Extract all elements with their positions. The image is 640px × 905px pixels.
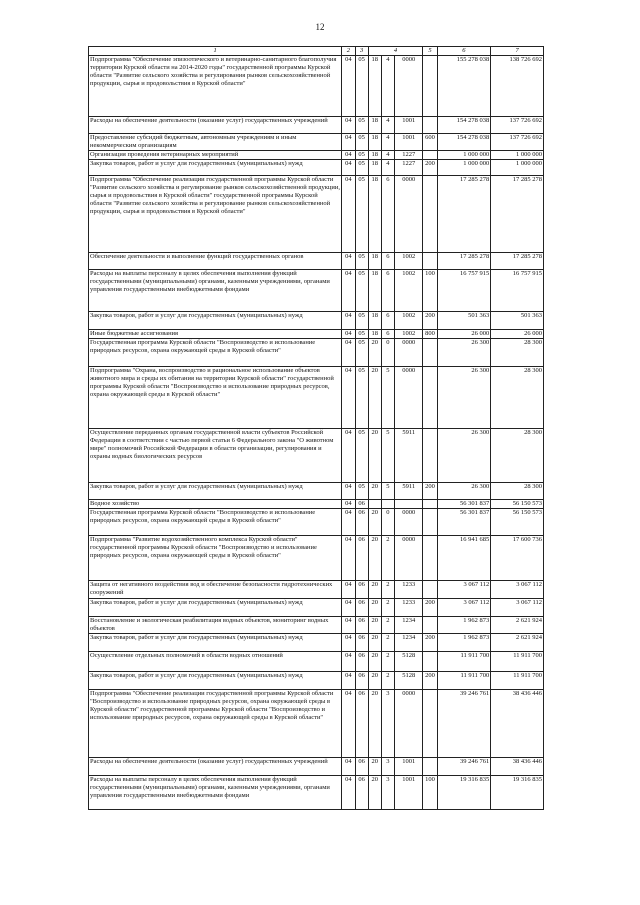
section-code: 04 [342,690,355,758]
subsection-code: 06 [355,758,368,776]
table-row [89,509,544,536]
direction-code: 0000 [395,339,423,367]
amount-year-1: 11 911 700 [437,652,491,672]
table-row [89,483,544,500]
amount-year-2: 137 726 692 [491,117,544,134]
section-code: 04 [342,581,355,599]
section-code: 04 [342,672,355,690]
subsection-code: 06 [355,599,368,617]
amount-year-1: 16 941 685 [437,536,491,581]
subprogram-code: 0 [381,509,394,536]
row-name: Осуществление переданных органам государственной власти субъектов Российской Федерации в соответствии с частью первой статьи 6 Федерального закона "О животном мире" полномочий Российской Федерации в области организации, регулирования и охраны водных биологических ресурсов [89,429,342,483]
row-name: Обеспечение деятельности и выполнение функций государственных органов [89,253,342,270]
subsection-code: 06 [355,581,368,599]
program-code: 20 [368,509,381,536]
expense-type-code [423,581,437,599]
subprogram-code: 6 [381,330,394,339]
direction-code: 1234 [395,617,423,634]
amount-year-2: 1 000 000 [491,160,544,176]
row-name: Подпрограмма "Развитие водохозяйственного комплекса Курской области" государственной программы Курской области "Воспроизводство и использование природных ресурсов, охрана окружающей среды в Курской области" [89,536,342,581]
amount-year-1: 3 067 112 [437,599,491,617]
program-code: 20 [368,339,381,367]
row-name: Закупка товаров, работ и услуг для государственных (муниципальных) нужд [89,312,342,330]
table-row [89,599,544,617]
amount-year-1: 154 278 038 [437,134,491,151]
section-code: 04 [342,253,355,270]
table-row [89,672,544,690]
expense-type-code [423,500,437,509]
section-code: 04 [342,160,355,176]
amount-year-1: 26 300 [437,429,491,483]
header-col-1: 1 [89,47,342,56]
table-row [89,617,544,634]
subsection-code: 05 [355,160,368,176]
row-name: Расходы на выплаты персоналу в целях обеспечения выполнения функций государственными (муниципальными) органами, казенными учреждениями, органами управления государственными внебюджетными фондами [89,270,342,312]
amount-year-2: 38 436 446 [491,690,544,758]
subprogram-code: 5 [381,429,394,483]
direction-code: 1002 [395,330,423,339]
row-name: Подпрограмма "Обеспечение реализации государственной программы Курской области "Воспроизводство и использование природных ресурсов, охрана окружающей среды в Курской области" государственной программы Курской области "Воспроизводство и использование природных ресурсов, охрана окружающей среды в Курской области" [89,690,342,758]
subprogram-code: 4 [381,117,394,134]
expense-type-code: 800 [423,330,437,339]
row-name: Осуществление отдельных полномочий в области водных отношений [89,652,342,672]
program-code: 18 [368,160,381,176]
program-code: 20 [368,429,381,483]
section-code: 04 [342,652,355,672]
program-code: 18 [368,176,381,253]
subprogram-code: 2 [381,617,394,634]
amount-year-2: 1 000 000 [491,151,544,160]
amount-year-1: 26 300 [437,483,491,500]
subsection-code: 05 [355,330,368,339]
subsection-code: 05 [355,339,368,367]
subsection-code: 05 [355,134,368,151]
direction-code: 5911 [395,483,423,500]
amount-year-2: 56 150 573 [491,500,544,509]
expense-type-code [423,690,437,758]
subprogram-code: 2 [381,634,394,652]
direction-code: 1234 [395,634,423,652]
amount-year-2: 26 000 [491,330,544,339]
section-code: 04 [342,56,355,117]
section-code: 04 [342,330,355,339]
amount-year-1: 17 285 278 [437,253,491,270]
expense-type-code [423,367,437,429]
amount-year-2: 16 757 915 [491,270,544,312]
table-row [89,330,544,339]
expense-type-code: 200 [423,312,437,330]
row-name: Организация проведения ветеринарных мероприятий [89,151,342,160]
section-code: 04 [342,509,355,536]
amount-year-1: 26 300 [437,367,491,429]
section-code: 04 [342,270,355,312]
subsection-code: 05 [355,270,368,312]
expense-type-code [423,509,437,536]
subprogram-code: 3 [381,776,394,810]
expense-type-code [423,56,437,117]
expense-type-code: 200 [423,672,437,690]
amount-year-2: 2 621 924 [491,617,544,634]
row-name: Защита от негативного воздействия вод и обеспечение безопасности гидротехнических сооружений [89,581,342,599]
subprogram-code: 2 [381,672,394,690]
subprogram-code: 0 [381,339,394,367]
row-name: Расходы на выплаты персоналу в целях обеспечения выполнения функций государственными (муниципальными) органами, казенными учреждениями, органами управления государственными внебюджетными фондами [89,776,342,810]
table-row [89,429,544,483]
program-code: 20 [368,652,381,672]
row-name: Государственная программа Курской области "Воспроизводство и использование природных ресурсов, охрана окружающей среды в Курской области" [89,509,342,536]
section-code: 04 [342,134,355,151]
direction-code: 0000 [395,56,423,117]
amount-year-2: 28 300 [491,367,544,429]
program-code: 20 [368,536,381,581]
section-code: 04 [342,634,355,652]
direction-code: 1233 [395,581,423,599]
table-body [89,56,544,810]
amount-year-1: 155 278 038 [437,56,491,117]
expense-type-code [423,253,437,270]
subprogram-code: 4 [381,151,394,160]
subprogram-code: 5 [381,483,394,500]
expense-type-code: 200 [423,483,437,500]
subprogram-code: 3 [381,690,394,758]
amount-year-1: 3 067 112 [437,581,491,599]
amount-year-1: 16 757 915 [437,270,491,312]
expense-type-code: 200 [423,599,437,617]
amount-year-2: 28 300 [491,429,544,483]
program-code: 20 [368,581,381,599]
section-code: 04 [342,776,355,810]
subsection-code: 05 [355,312,368,330]
subsection-code: 05 [355,56,368,117]
amount-year-2: 56 150 573 [491,509,544,536]
header-col-7: 7 [491,47,544,56]
page-number: 12 [315,22,325,32]
amount-year-1: 26 300 [437,339,491,367]
table-row [89,690,544,758]
row-name: Подпрограмма "Охрана, воспроизводство и рациональное использование объектов животного мира и среды их обитания на территории Курской области" государственной программы Курской области "Воспроизводство и использование природных ресурсов, охрана окружающей среды в Курской области" [89,367,342,429]
subprogram-code: 4 [381,134,394,151]
amount-year-1: 56 301 837 [437,500,491,509]
direction-code: 1001 [395,776,423,810]
section-code: 04 [342,536,355,581]
amount-year-1: 39 246 761 [437,690,491,758]
direction-code: 1233 [395,599,423,617]
amount-year-2: 17 600 736 [491,536,544,581]
subprogram-code: 6 [381,253,394,270]
direction-code: 1227 [395,151,423,160]
amount-year-1: 11 911 700 [437,672,491,690]
subprogram-code: 2 [381,581,394,599]
direction-code: 1001 [395,134,423,151]
row-name: Водное хозяйство [89,500,342,509]
row-name: Закупка товаров, работ и услуг для государственных (муниципальных) нужд [89,672,342,690]
table-row [89,134,544,151]
amount-year-2: 17 285 278 [491,253,544,270]
subprogram-code: 4 [381,56,394,117]
direction-code: 1002 [395,253,423,270]
direction-code: 5128 [395,652,423,672]
subsection-code: 05 [355,117,368,134]
subsection-code: 06 [355,634,368,652]
amount-year-1: 39 246 761 [437,758,491,776]
table-header-row [89,47,544,56]
program-code: 20 [368,599,381,617]
program-code: 18 [368,312,381,330]
row-name: Государственная программа Курской области "Воспроизводство и использование природных ресурсов, охрана окружающей среды в Курской области" [89,339,342,367]
amount-year-1: 26 000 [437,330,491,339]
section-code: 04 [342,599,355,617]
direction-code: 1001 [395,758,423,776]
section-code: 04 [342,117,355,134]
program-code: 18 [368,134,381,151]
row-name: Расходы на обеспечение деятельности (оказание услуг) государственных учреждений [89,758,342,776]
amount-year-2: 3 067 112 [491,581,544,599]
section-code: 04 [342,367,355,429]
amount-year-2: 28 300 [491,339,544,367]
direction-code: 5911 [395,429,423,483]
expense-type-code [423,151,437,160]
program-code: 20 [368,617,381,634]
table-row [89,536,544,581]
direction-code: 5128 [395,672,423,690]
section-code: 04 [342,312,355,330]
section-code: 04 [342,151,355,160]
program-code: 18 [368,270,381,312]
subprogram-code: 4 [381,160,394,176]
amount-year-2: 2 621 924 [491,634,544,652]
amount-year-1: 1 000 000 [437,151,491,160]
section-code: 04 [342,483,355,500]
header-col-4: 4 [368,47,423,56]
expense-type-code: 100 [423,776,437,810]
header-col-6: 6 [437,47,491,56]
table-row [89,312,544,330]
amount-year-2: 11 911 700 [491,652,544,672]
program-code: 20 [368,776,381,810]
expense-type-code [423,117,437,134]
expense-type-code [423,429,437,483]
amount-year-1: 17 285 278 [437,176,491,253]
row-name: Расходы на обеспечение деятельности (оказание услуг) государственных учреждений [89,117,342,134]
amount-year-2: 17 285 278 [491,176,544,253]
row-name: Предоставление субсидий бюджетным, автономным учреждениям и иным некоммерческим организациям [89,134,342,151]
subsection-code: 05 [355,176,368,253]
header-col-3: 3 [355,47,368,56]
row-name: Закупка товаров, работ и услуг для государственных (муниципальных) нужд [89,160,342,176]
subprogram-code [381,500,394,509]
direction-code: 0000 [395,690,423,758]
direction-code: 0000 [395,367,423,429]
subprogram-code: 2 [381,599,394,617]
program-code: 18 [368,151,381,160]
table-row [89,652,544,672]
expense-type-code [423,339,437,367]
budget-table [88,46,544,810]
subsection-code: 05 [355,253,368,270]
expense-type-code [423,652,437,672]
subprogram-code: 6 [381,176,394,253]
direction-code: 1227 [395,160,423,176]
amount-year-2: 38 436 446 [491,758,544,776]
subsection-code: 06 [355,509,368,536]
expense-type-code [423,758,437,776]
subsection-code: 06 [355,617,368,634]
table-row [89,253,544,270]
header-col-2: 2 [342,47,355,56]
expense-type-code [423,617,437,634]
expense-type-code: 100 [423,270,437,312]
table-row [89,500,544,509]
subsection-code: 05 [355,483,368,500]
subsection-code: 05 [355,151,368,160]
table-row [89,634,544,652]
subprogram-code: 6 [381,312,394,330]
table-row [89,56,544,117]
program-code: 20 [368,758,381,776]
program-code: 18 [368,330,381,339]
subsection-code: 06 [355,652,368,672]
section-code: 04 [342,758,355,776]
amount-year-2: 501 363 [491,312,544,330]
table-row [89,776,544,810]
section-code: 04 [342,617,355,634]
table-row [89,176,544,253]
table-row [89,270,544,312]
program-code: 20 [368,367,381,429]
table-row [89,367,544,429]
row-name: Закупка товаров, работ и услуг для государственных (муниципальных) нужд [89,599,342,617]
amount-year-1: 19 316 835 [437,776,491,810]
table-row [89,160,544,176]
direction-code [395,500,423,509]
row-name: Подпрограмма "Обеспечение реализации государственной программы Курской области "Развитие сельского хозяйства и регулирование рынков сельскохозяйственной продукции, сырья и продовольствия в Курской области" государственной программы Курской области "Развитие сельского хозяйства и регулирование рынков сельскохозяйственной продукции, сырья и продовольствия в Курской области" [89,176,342,253]
amount-year-2: 11 911 700 [491,672,544,690]
amount-year-2: 19 316 835 [491,776,544,810]
section-code: 04 [342,339,355,367]
program-code: 18 [368,56,381,117]
amount-year-2: 138 726 692 [491,56,544,117]
subsection-code: 06 [355,776,368,810]
table-row [89,339,544,367]
amount-year-1: 1 962 873 [437,634,491,652]
header-col-5: 5 [423,47,437,56]
direction-code: 0000 [395,509,423,536]
direction-code: 1001 [395,117,423,134]
table-row [89,758,544,776]
subprogram-code: 2 [381,652,394,672]
amount-year-1: 501 363 [437,312,491,330]
subsection-code: 06 [355,690,368,758]
program-code: 20 [368,690,381,758]
section-code: 04 [342,500,355,509]
program-code: 20 [368,672,381,690]
row-name: Восстановление и экологическая реабилитация водных объектов, мониторинг водных объектов [89,617,342,634]
subprogram-code: 6 [381,270,394,312]
expense-type-code: 600 [423,134,437,151]
amount-year-2: 3 067 112 [491,599,544,617]
subprogram-code: 3 [381,758,394,776]
amount-year-2: 28 300 [491,483,544,500]
expense-type-code: 200 [423,634,437,652]
amount-year-1: 56 301 837 [437,509,491,536]
subsection-code: 06 [355,672,368,690]
table-row [89,117,544,134]
amount-year-1: 1 962 873 [437,617,491,634]
table-row [89,151,544,160]
program-code: 20 [368,634,381,652]
row-name: Иные бюджетные ассигнования [89,330,342,339]
amount-year-1: 154 278 038 [437,117,491,134]
direction-code: 0000 [395,536,423,581]
amount-year-1: 1 000 000 [437,160,491,176]
program-code: 18 [368,117,381,134]
subsection-code: 05 [355,367,368,429]
row-name: Закупка товаров, работ и услуг для государственных (муниципальных) нужд [89,483,342,500]
amount-year-2: 137 726 692 [491,134,544,151]
row-name: Подпрограмма "Обеспечение эпизоотического и ветеринарно-санитарного благополучия территории Курской области на 2014-2020 годы" государственной программы Курской области "Развитие сельского хозяйства и регулирования рынков сельскохозяйственной продукции, сырья и продовольствия в Курской области" [89,56,342,117]
subprogram-code: 5 [381,367,394,429]
program-code: 18 [368,253,381,270]
subsection-code: 06 [355,500,368,509]
subsection-code: 06 [355,536,368,581]
direction-code: 1002 [395,312,423,330]
expense-type-code: 200 [423,160,437,176]
subsection-code: 05 [355,429,368,483]
direction-code: 0000 [395,176,423,253]
table-row [89,581,544,599]
row-name: Закупка товаров, работ и услуг для государственных (муниципальных) нужд [89,634,342,652]
expense-type-code [423,176,437,253]
section-code: 04 [342,176,355,253]
program-code: 20 [368,483,381,500]
direction-code: 1002 [395,270,423,312]
subprogram-code: 2 [381,536,394,581]
expense-type-code [423,536,437,581]
program-code [368,500,381,509]
section-code: 04 [342,429,355,483]
